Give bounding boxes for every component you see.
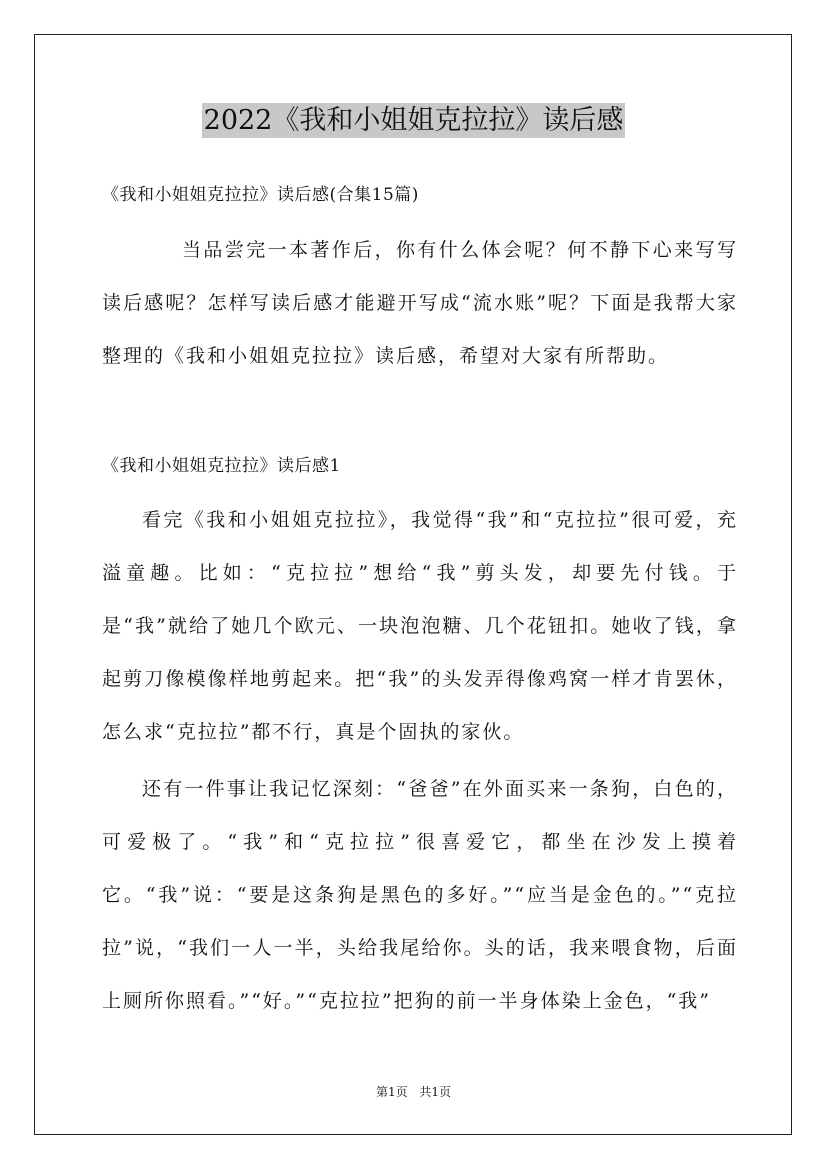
document-subtitle: 《我和小姐姐克拉拉》读后感(合集15篇) [102, 185, 419, 205]
intro-paragraph: 当品尝完一本著作后，你有什么体会呢？何不静下心来写写读后感呢？怎样写读后感才能避开写成“流水账”呢？下面是我帮大家整理的《我和小姐姐克拉拉》读后感，希望对大家有所帮助。 [102, 239, 738, 367]
page-footer [0, 1083, 827, 1100]
page-number: 第1页 [375, 1085, 408, 1099]
document-title [0, 101, 827, 141]
document-title-text: 2022《我和小姐姐克拉拉》读后感 [203, 105, 624, 136]
body-paragraph-1: 看完《我和小姐姐克拉拉》，我觉得“我”和“克拉拉”很可爱，充溢童趣。比如：“克拉拉”想给“我”剪头发，却要先付钱。于是“我”就给了她几个欧元、一块泡泡糖、几个花钮扣。她收了钱，拿起剪刀像模像样地剪起来。把“我”的头发弄得像鸡窝一样才肯罢休，怎么求“克拉拉”都不行，真是个固执的家伙。 [102, 509, 738, 743]
body-paragraph-2: 还有一件事让我记忆深刻：“爸爸”在外面买来一条狗，白色的，可爱极了。“我”和“克拉拉”很喜爱它，都坐在沙发上摸着它。“我”说：“要是这条狗是黑色的多好。”“应当是金色的。”“克拉拉”说，“我们一人一半，头给我尾给你。头的话，我来喂食物，后面上厕所你照看。”“好。”“克拉拉”把狗的前一半身体染上金色，“我” [102, 778, 738, 1012]
section-heading: 《我和小姐姐克拉拉》读后感1 [102, 456, 341, 476]
page-total: 共1页 [419, 1085, 452, 1099]
